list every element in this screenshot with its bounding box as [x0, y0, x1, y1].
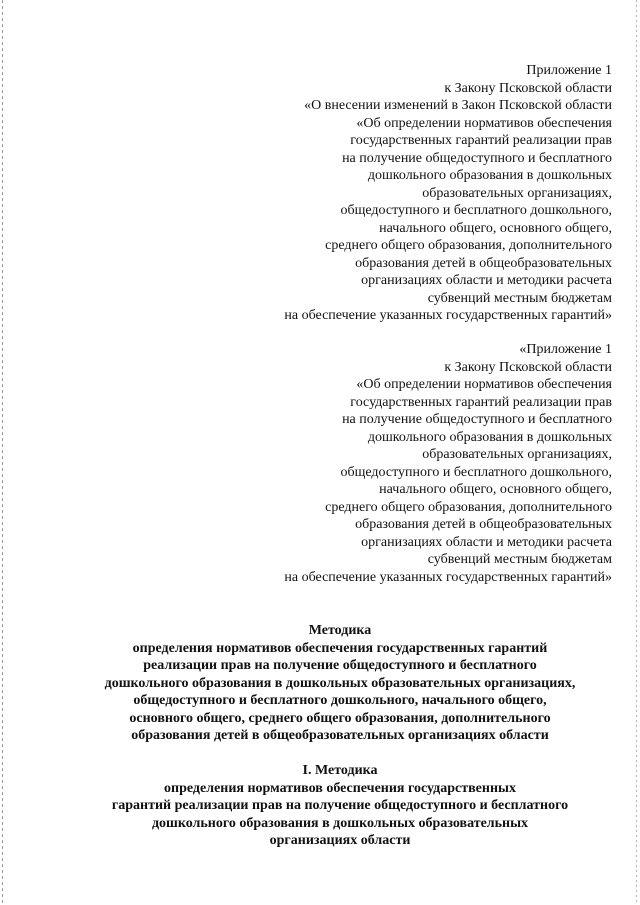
appendix-header-line: на обеспечение указанных государственных гарантий» — [284, 308, 612, 323]
method-title-line: основного общего, среднего общего образования, дополнительного — [129, 710, 551, 726]
appendix-header-line: «Об определении нормативов обеспечения — [356, 115, 612, 131]
appendix-quoted — [192, 341, 612, 586]
appendix-quoted-line: образовательных организациях, — [422, 447, 612, 462]
appendix-header-line: среднего общего образования, дополнительного — [325, 238, 612, 253]
appendix-header-line: субвенций местным бюджетам — [427, 290, 612, 306]
section-title-line: гарантий реализации прав на получение общедоступного и бесплатного — [111, 798, 569, 813]
appendix-quoted-line: на обеспечение указанных государственных гарантий» — [284, 569, 612, 585]
method-title-line: дошкольного образования в дошкольных образовательных организациях, — [104, 675, 576, 691]
appendix-quoted-line: среднего общего образования, дополнительного — [325, 499, 612, 515]
appendix-header-line: организациях области и методики расчета — [361, 273, 612, 288]
appendix-header-line: начального общего, основного общего, — [379, 220, 612, 236]
appendix-header-line: Приложение 1 — [526, 63, 612, 78]
appendix-quoted-line: «Об определении нормативов обеспечения — [356, 377, 612, 392]
appendix-header-line: образования детей в общеобразовательных — [355, 255, 612, 271]
appendix-header-line: общедоступного и бесплатного дошкольного, — [340, 203, 612, 218]
appendix-quoted-line: к Закону Псковской области — [444, 359, 612, 375]
method-title-line: образования детей в общеобразовательных организациях области — [131, 728, 549, 743]
appendix-quoted-line: общедоступного и бесплатного дошкольного, — [340, 464, 612, 480]
appendix-header — [192, 62, 612, 325]
scan-edge-left — [2, 0, 3, 905]
appendix-header-line: «О внесении изменений в Закон Псковской области — [304, 98, 612, 113]
appendix-quoted-line: на получение общедоступного и бесплатного — [342, 412, 612, 427]
section-title-line: дошкольного образования в дошкольных образовательных — [151, 815, 529, 831]
appendix-quoted-line: «Приложение 1 — [519, 342, 612, 357]
method-title-line: определения нормативов обеспечения государственных гарантий — [132, 640, 548, 656]
section-title-line: организациях области — [269, 833, 411, 848]
appendix-header-line: образовательных организациях, — [422, 185, 612, 201]
appendix-quoted-line: организациях области и методики расчета — [361, 534, 612, 550]
method-title-line: реализации прав на получение общедоступного и бесплатного — [143, 658, 537, 673]
section-title-line: I. Методика — [302, 763, 378, 778]
method-title — [40, 622, 640, 745]
appendix-quoted-line: начального общего, основного общего, — [379, 482, 612, 497]
appendix-header-line: государственных гарантий реализации прав — [350, 133, 612, 148]
appendix-quoted-line: дошкольного образования в дошкольных — [367, 429, 612, 445]
appendix-quoted-line: субвенций местным бюджетам — [427, 552, 612, 567]
appendix-quoted-line: государственных гарантий реализации прав — [350, 394, 612, 410]
method-title-line: общедоступного и бесплатного дошкольного, начального общего, — [133, 693, 547, 708]
appendix-header-line: дошкольного образования в дошкольных — [367, 168, 612, 183]
section-title-line: определения нормативов обеспечения государственных — [164, 780, 516, 796]
section-title — [40, 762, 640, 850]
appendix-header-line: к Закону Псковской области — [444, 80, 612, 96]
method-title-line: Методика — [308, 623, 372, 638]
appendix-quoted-line: образования детей в общеобразовательных — [355, 517, 612, 532]
appendix-header-line: на получение общедоступного и бесплатного — [342, 150, 612, 166]
